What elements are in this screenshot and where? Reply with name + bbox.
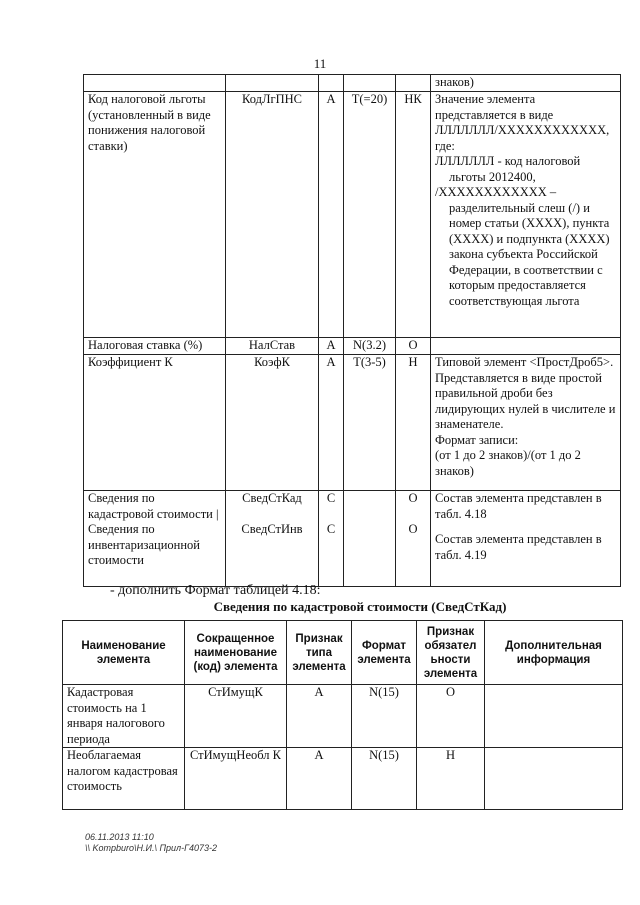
table-row	[63, 748, 623, 810]
cell-type: А	[319, 338, 344, 355]
table-cadastral-value	[62, 620, 623, 810]
header-code: Сокращенное наименование (код) элемента	[185, 621, 287, 685]
cell-info	[485, 685, 623, 748]
header-name: Наименование элемента	[63, 621, 185, 685]
table-row	[63, 685, 623, 748]
cell-info: знаков)	[431, 75, 621, 92]
cell-name: Сведения по кадастровой стоимости | Сведения по инвентаризационной стоимости	[84, 491, 226, 587]
cell-code	[226, 75, 319, 92]
page-number: 11	[313, 56, 327, 71]
cell-type: А	[287, 748, 352, 810]
cell-format: Т(=20)	[344, 92, 396, 338]
cell-name: Коэффициент К	[84, 355, 226, 491]
cell-type: А	[319, 355, 344, 491]
cell-name: Необлагаемая налогом кадастровая стоимость	[63, 748, 185, 810]
table-row	[84, 491, 621, 587]
cell-format	[344, 75, 396, 92]
info-line: Типовой элемент <ПростДроб5>.	[435, 355, 614, 369]
cell-code: КодЛгПНС	[226, 92, 319, 338]
cell-name	[84, 75, 226, 92]
cell-format: N(15)	[352, 685, 417, 748]
info-line: разделительный слеш (/) и номер статьи (ХХХХ), пункта (ХХХХ) и подпункта (ХХХХ) закона субъекта Российской Федерации, в соответствии с которым предоставляется соответствующая льгота	[449, 200, 610, 308]
table-title: Сведения по кадастровой стоимости (СведСтКад)	[213, 599, 507, 614]
cell-format	[344, 491, 396, 587]
cell-info	[431, 92, 621, 338]
cell-type: А	[287, 685, 352, 748]
info-line: льготы 2012400,	[449, 169, 536, 184]
cell-required: О	[417, 685, 485, 748]
cell-required	[396, 75, 431, 92]
cell-required: Н	[417, 748, 485, 810]
info-line: /ХХХХХХХХХХХХ –	[435, 185, 557, 199]
info-line: Представляется в виде простой правильной дроби без лидирующих нулей в числителе и знаменателе.	[435, 370, 616, 431]
table-row	[84, 338, 621, 355]
cell-name: Кадастровая стоимость на 1 января налогового периода	[63, 685, 185, 748]
info-line: (от 1 до 2 знаков)/(от 1 до 2 знаков)	[435, 448, 581, 478]
cell-required: Н	[396, 355, 431, 491]
table-row	[84, 355, 621, 491]
cell-format: Т(3-5)	[344, 355, 396, 491]
table-format-elements	[83, 74, 621, 587]
cell-required: НК	[396, 92, 431, 338]
info-line: Формат записи:	[435, 432, 519, 447]
header-format: Формат элемента	[352, 621, 417, 685]
cell-code: КоэфК	[226, 355, 319, 491]
cell-format: N(3.2)	[344, 338, 396, 355]
footer-filepath: \\ Kompburo\Н.И.\ Прил-Г4073-2	[85, 843, 217, 853]
cell-code: НалСтав	[226, 338, 319, 355]
cell-code: СтИмущК	[185, 685, 287, 748]
info-line: Значение элемента представляется в виде ЛЛЛЛЛЛЛ/ХХХХХХХХХХХХ, где:	[435, 92, 610, 153]
cell-name: Код налоговой льготы (установленный в виде понижения налоговой ставки)	[84, 92, 226, 338]
cell-info: Состав элемента представлен в табл. 4.18 Состав элемента представлен в табл. 4.19	[431, 491, 621, 587]
cell-code: СтИмущНеобл К	[185, 748, 287, 810]
header-info: Дополнительная информация	[485, 621, 623, 685]
cell-info	[431, 338, 621, 355]
cell-type	[319, 75, 344, 92]
cell-type: А	[319, 92, 344, 338]
info-line: ЛЛЛЛЛЛЛ - код налоговой	[435, 154, 581, 168]
table-row	[84, 92, 621, 338]
cell-required: О	[396, 338, 431, 355]
cell-format: N(15)	[352, 748, 417, 810]
header-required: Признак обязател ьности элемента	[417, 621, 485, 685]
cell-type: С С	[319, 491, 344, 587]
cell-code: СведСтКад СведСтИнв	[226, 491, 319, 587]
cell-name: Налоговая ставка (%)	[84, 338, 226, 355]
table-row	[84, 75, 621, 92]
cell-required: О О	[396, 491, 431, 587]
table-header-row	[63, 621, 623, 685]
cell-info	[431, 355, 621, 491]
cell-info	[485, 748, 623, 810]
list-item: - дополнить Формат таблицей 4.18:	[110, 583, 321, 598]
header-type: Признак типа элемента	[287, 621, 352, 685]
footer-timestamp: 06.11.2013 11:10	[85, 832, 154, 842]
